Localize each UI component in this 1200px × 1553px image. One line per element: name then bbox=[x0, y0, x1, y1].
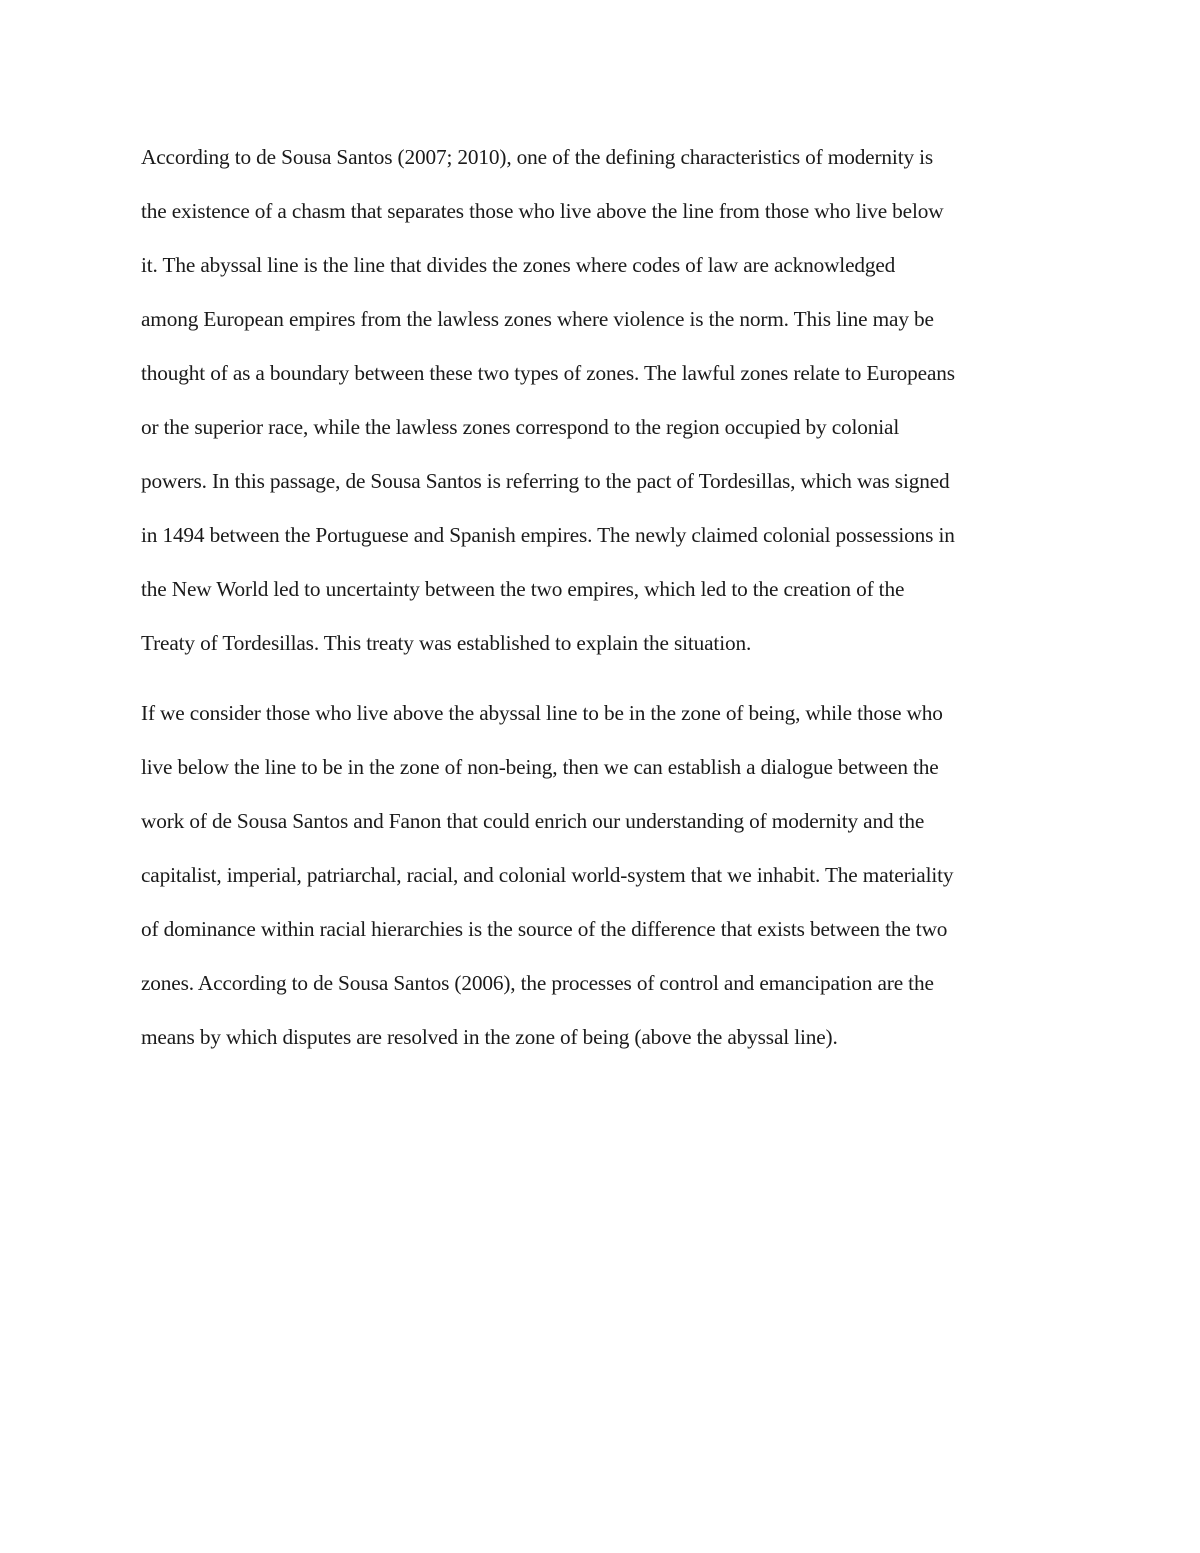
text-line: means by which disputes are resolved in the zone of being (above the abyssal line). bbox=[141, 1025, 838, 1049]
text-line: live below the line to be in the zone of non-being, then we can establish a dialogue between the bbox=[141, 755, 939, 779]
text-line: the existence of a chasm that separates those who live above the line from those who live below bbox=[141, 199, 944, 223]
text-line: zones. According to de Sousa Santos (2006), the processes of control and emancipation are the bbox=[141, 971, 934, 995]
text-line: Treaty of Tordesillas. This treaty was established to explain the situation. bbox=[141, 631, 752, 655]
text-line: it. The abyssal line is the line that divides the zones where codes of law are acknowledged bbox=[141, 253, 896, 277]
text-line: or the superior race, while the lawless zones correspond to the region occupied by colonial bbox=[141, 415, 900, 439]
text-line: thought of as a boundary between these two types of zones. The lawful zones relate to Europeans bbox=[141, 361, 955, 385]
text-line: According to de Sousa Santos (2007; 2010), one of the defining characteristics of modernity is bbox=[141, 145, 934, 169]
paragraph-2 bbox=[141, 686, 1066, 1064]
text-line: of dominance within racial hierarchies is the source of the difference that exists between the two bbox=[141, 917, 948, 941]
text-line: powers. In this passage, de Sousa Santos is referring to the pact of Tordesillas, which was signed bbox=[141, 469, 950, 493]
text-line: among European empires from the lawless zones where violence is the norm. This line may be bbox=[141, 307, 934, 331]
paragraph-spacer bbox=[141, 670, 1066, 686]
text-line: the New World led to uncertainty between the two empires, which led to the creation of the bbox=[141, 577, 905, 601]
text-line: in 1494 between the Portuguese and Spanish empires. The newly claimed colonial possessions in bbox=[141, 523, 955, 547]
document-body bbox=[141, 130, 1066, 1064]
text-line: If we consider those who live above the abyssal line to be in the zone of being, while those who bbox=[141, 701, 943, 725]
text-line: work of de Sousa Santos and Fanon that could enrich our understanding of modernity and the bbox=[141, 809, 925, 833]
paragraph-1 bbox=[141, 130, 1066, 670]
text-line: capitalist, imperial, patriarchal, racial, and colonial world-system that we inhabit. The materiality bbox=[141, 863, 954, 887]
